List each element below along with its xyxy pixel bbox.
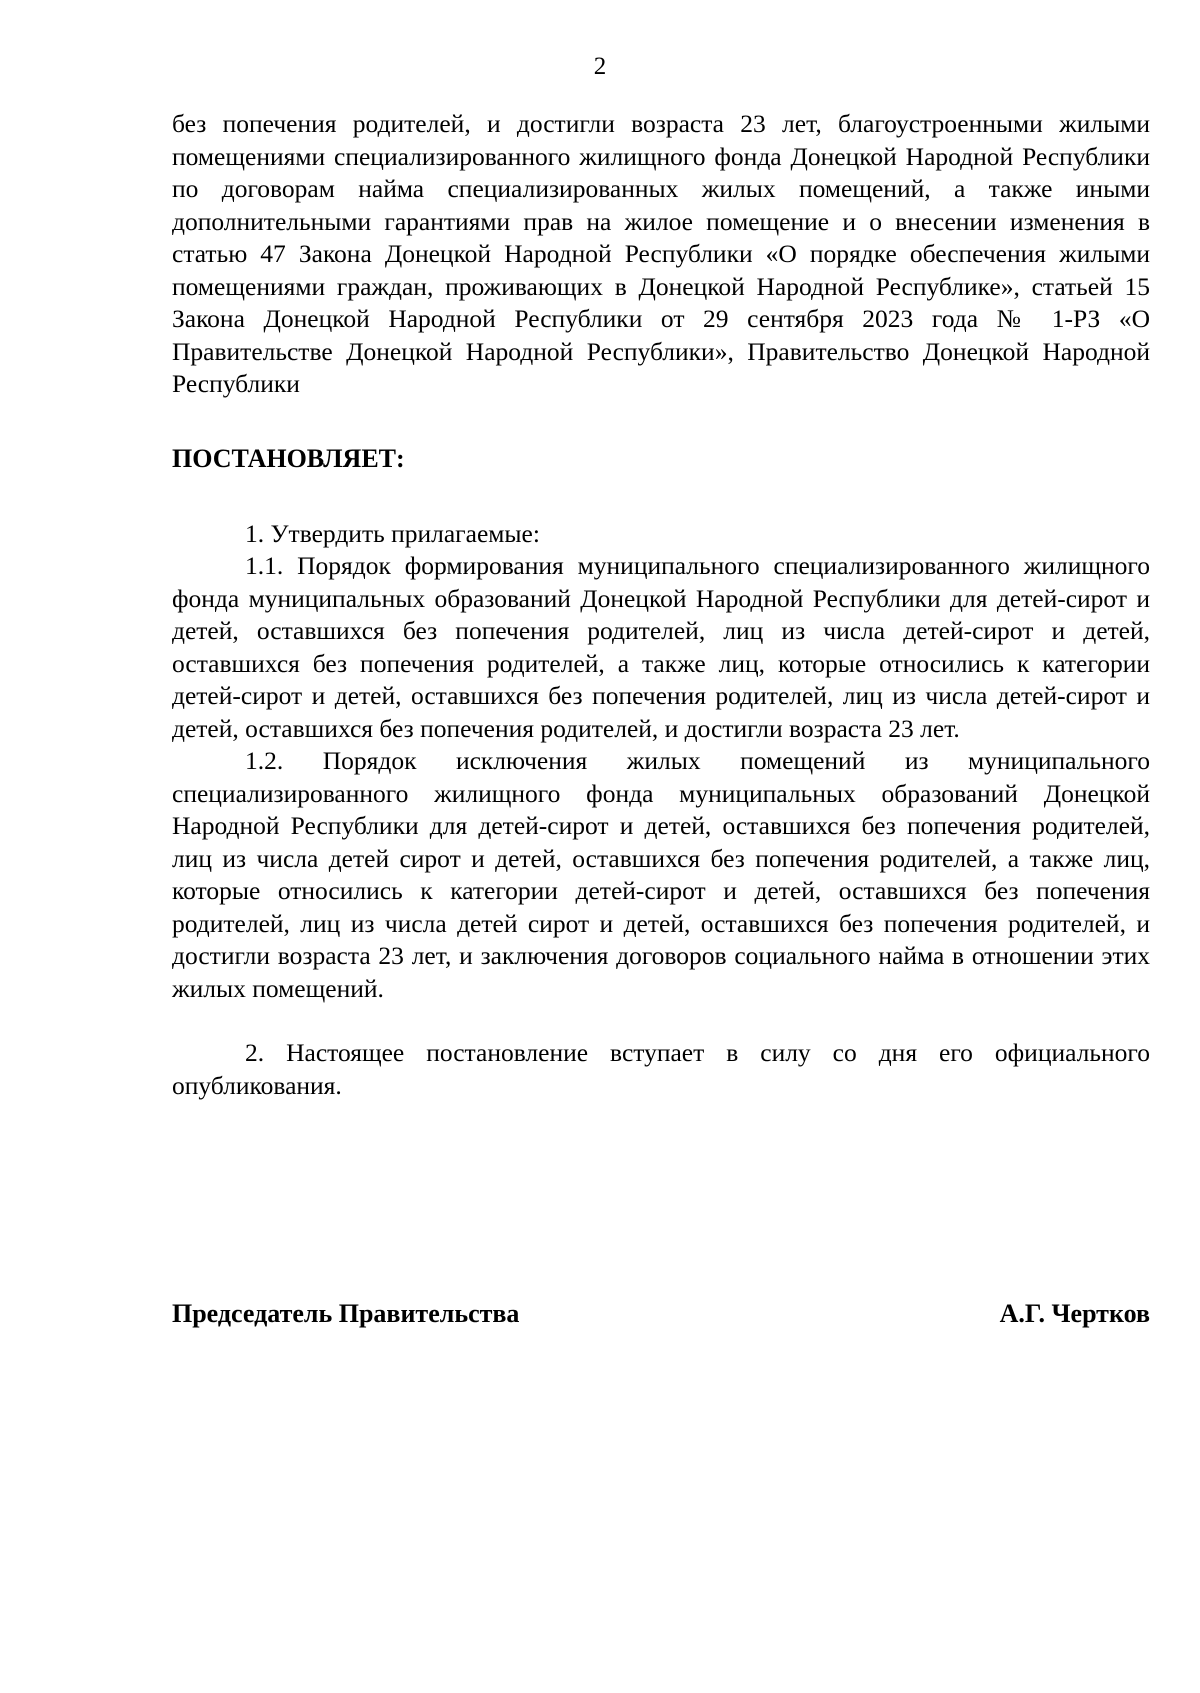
preamble-paragraph: без попечения родителей, и достигли возраста 23 лет, благоустроенными жилыми помещениями специализированного жилищного фонда Донецкой Народной Республики по договорам найма специализированных жилых помещений, а также иными дополнительными гарантиями прав на жилое помещение и о внесении изменения в статью 47 Закона Донецкой Народной Республики «О порядке обеспечения жилыми помещениями граждан, проживающих в Донецкой Народной Республике», статьей 15 Закона Донецкой Народной Республики от 29 сентября 2023 года № 1-РЗ «О Правительстве Донецкой Народной Республики», Правительство Донецкой Народной Республики [172, 109, 1150, 398]
page-number: 2 [593, 53, 607, 80]
signatory-role: Председатель Правительства [172, 1299, 520, 1328]
resolves-heading: ПОСТАНОВЛЯЕТ: [172, 443, 405, 473]
item-2-paragraph: 2. Настоящее постановление вступает в силу со дня его официального опубликования. [172, 1038, 1150, 1100]
signatory-name: А.Г. Чертков [999, 1299, 1150, 1328]
document-body [172, 108, 1150, 1102]
item-1-2-paragraph: 1.2. Порядок исключения жилых помещений из муниципального специализированного жилищного фонда муниципальных образований Донецкой Народной Республики для детей-сирот и детей, оставшихся без попечения родителей, лиц из числа детей сирот и детей, оставшихся без попечения родителей, а также лиц, которые относились к категории детей-сирот и детей, оставшихся без попечения родителей, лиц из числа детей сирот и детей, оставшихся без попечения родителей, и достигли возраста 23 лет, и заключения договоров социального найма в отношении этих жилых помещений. [172, 746, 1150, 1003]
item-1-intro: 1. Утвердить прилагаемые: [245, 518, 540, 548]
signature-block [172, 1298, 1150, 1332]
item-1-1-paragraph: 1.1. Порядок формирования муниципального специализированного жилищного фонда муниципальных образований Донецкой Народной Республики для детей-сирот и детей, оставшихся без попечения родителей, лиц из числа детей-сирот и детей, оставшихся без попечения родителей, а также лиц, которые относились к категории детей-сирот и детей, оставшихся без попечения родителей, лиц из числа детей-сирот и детей, оставшихся без попечения родителей, и достигли возраста 23 лет. [172, 551, 1150, 743]
